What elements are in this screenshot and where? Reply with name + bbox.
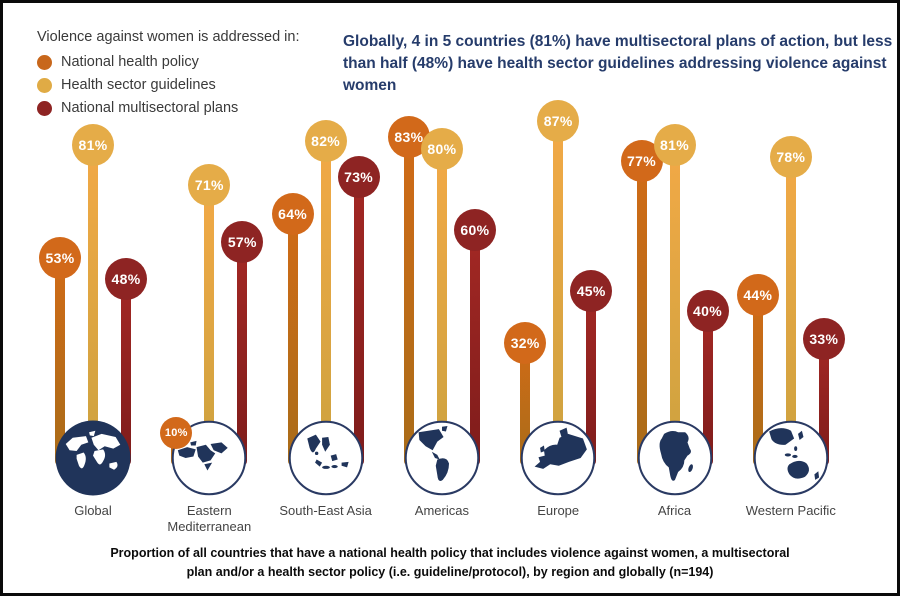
- lollipop-stick-global: [88, 145, 98, 466]
- legend-item-label: National health policy: [61, 54, 199, 70]
- legend-item: [37, 100, 300, 116]
- value-circle-south-east-asia: 82%: [305, 120, 347, 162]
- value-circle-africa: 81%: [654, 124, 696, 166]
- value-circle-western-pacific: 78%: [770, 136, 812, 178]
- globe-icon-south-east-asia: [287, 419, 365, 497]
- legend-item-label: Health sector guidelines: [61, 77, 216, 93]
- value-circle-south-east-asia: 64%: [272, 193, 314, 235]
- globe-icon-africa: [636, 419, 714, 497]
- legend-dot-icon: [37, 55, 52, 70]
- region-label-europe: Europe: [537, 503, 580, 518]
- value-circle-western-pacific: 44%: [737, 274, 779, 316]
- globe-icon-western-pacific: [752, 419, 830, 497]
- value-circle-europe: 32%: [504, 322, 546, 364]
- legend: [37, 29, 300, 123]
- legend-dot-icon: [37, 101, 52, 116]
- globe-icon-europe: [519, 419, 597, 497]
- value-circle-global: 81%: [72, 124, 114, 166]
- value-circle-americas: 60%: [454, 209, 496, 251]
- legend-item-label: National multisectoral plans: [61, 100, 239, 116]
- legend-item: [37, 77, 300, 93]
- lollipop-stick-americas: [404, 137, 414, 466]
- value-circle-eastern-mediterranean: 10%: [160, 417, 192, 449]
- legend-dot-icon: [37, 78, 52, 93]
- headline: Globally, 4 in 5 countries (81%) have multisectoral plans of action, but less than half (48%) have health sector guidelines addressing violence against women: [343, 33, 893, 95]
- region-label-africa: Africa: [657, 503, 692, 518]
- footnote: Proportion of all countries that have a national health policy that includes violence against women, a multisectoral plan and/or a health sector policy (i.e. guideline/protocol), by region and globally (n=194): [110, 546, 790, 580]
- region-label-global: Global: [74, 503, 112, 518]
- globe-icon-global: [54, 419, 132, 497]
- legend-title: Violence against women is addressed in:: [37, 29, 300, 45]
- legend-items: [37, 54, 300, 116]
- value-circle-europe: 87%: [537, 100, 579, 142]
- value-circle-global: 48%: [105, 258, 147, 300]
- value-circle-south-east-asia: 73%: [338, 156, 380, 198]
- value-circle-americas: 80%: [421, 128, 463, 170]
- lollipop-stick-africa: [670, 145, 680, 466]
- region-label-eastern-mediterranean: Eastern Mediterranean: [167, 503, 252, 534]
- value-circle-africa: 40%: [687, 290, 729, 332]
- region-label-western-pacific: Western Pacific: [745, 503, 836, 518]
- value-circle-africa: 77%: [621, 140, 663, 182]
- value-circle-americas: 83%: [388, 116, 430, 158]
- region-label-south-east-asia: South-East Asia: [279, 503, 372, 518]
- region-label-americas: Americas: [414, 503, 469, 518]
- legend-item: [37, 54, 300, 70]
- value-circle-global: 53%: [39, 237, 81, 279]
- value-circle-eastern-mediterranean: 71%: [188, 164, 230, 206]
- globe-icon-americas: [403, 419, 481, 497]
- lollipop-stick-south-east-asia: [321, 141, 331, 466]
- value-circle-europe: 45%: [570, 270, 612, 312]
- value-circle-eastern-mediterranean: 57%: [221, 221, 263, 263]
- lollipop-stick-europe: [553, 121, 563, 466]
- value-circle-western-pacific: 33%: [803, 318, 845, 360]
